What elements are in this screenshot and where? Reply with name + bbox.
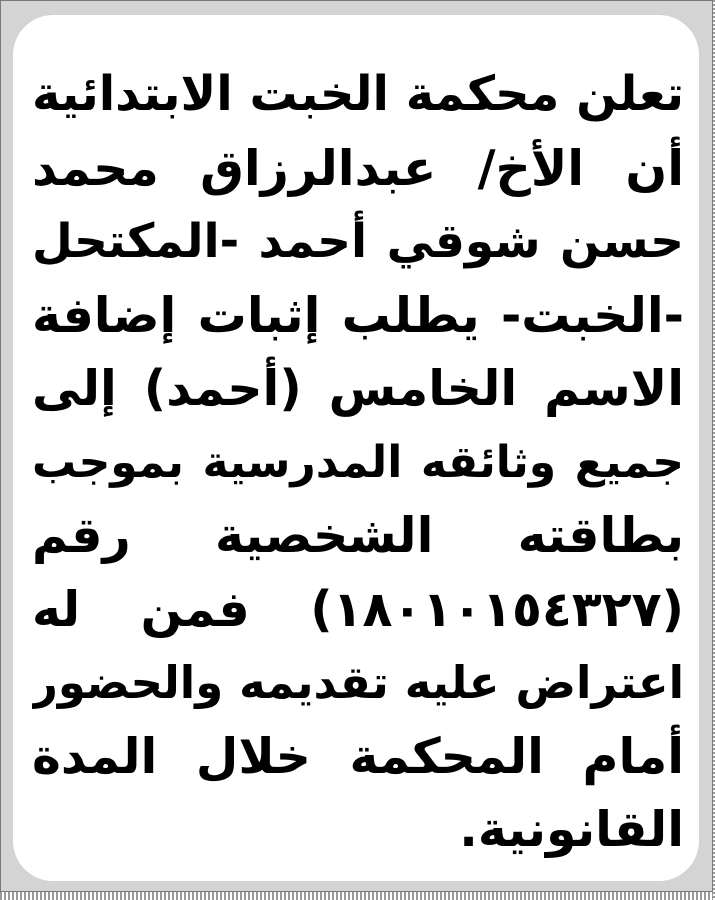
bottom-dotted-edge <box>0 892 715 900</box>
notice-line-6: جميع وثائقه المدرسية بموجب <box>32 436 684 488</box>
notice-line-11: القانونية. <box>459 801 684 858</box>
notice-line-8: (١٨٠١٠١٥٤٣٢٧) فمن له <box>32 580 684 638</box>
notice-line-3: حسن شوقي أحمد -المكتحل <box>32 214 684 269</box>
notice-line-9: اعتراض عليه تقديمه والحضور <box>32 656 684 709</box>
notice-line-10: أمام المحكمة خلال المدة <box>32 727 684 785</box>
notice-line-7: بطاقته الشخصية رقم <box>32 507 684 564</box>
notice-line-1: تعلن محكمة الخبت الابتدائية <box>32 66 684 122</box>
notice-line-2: أن الأخ/ عبدالرزاق محمد <box>32 139 684 197</box>
notice-line-5: الاسم الخامس (أحمد) إلى <box>32 360 684 417</box>
notice-line-4: -الخبت- يطلب إثبات إضافة <box>32 286 684 344</box>
court-notice-text <box>32 58 684 868</box>
